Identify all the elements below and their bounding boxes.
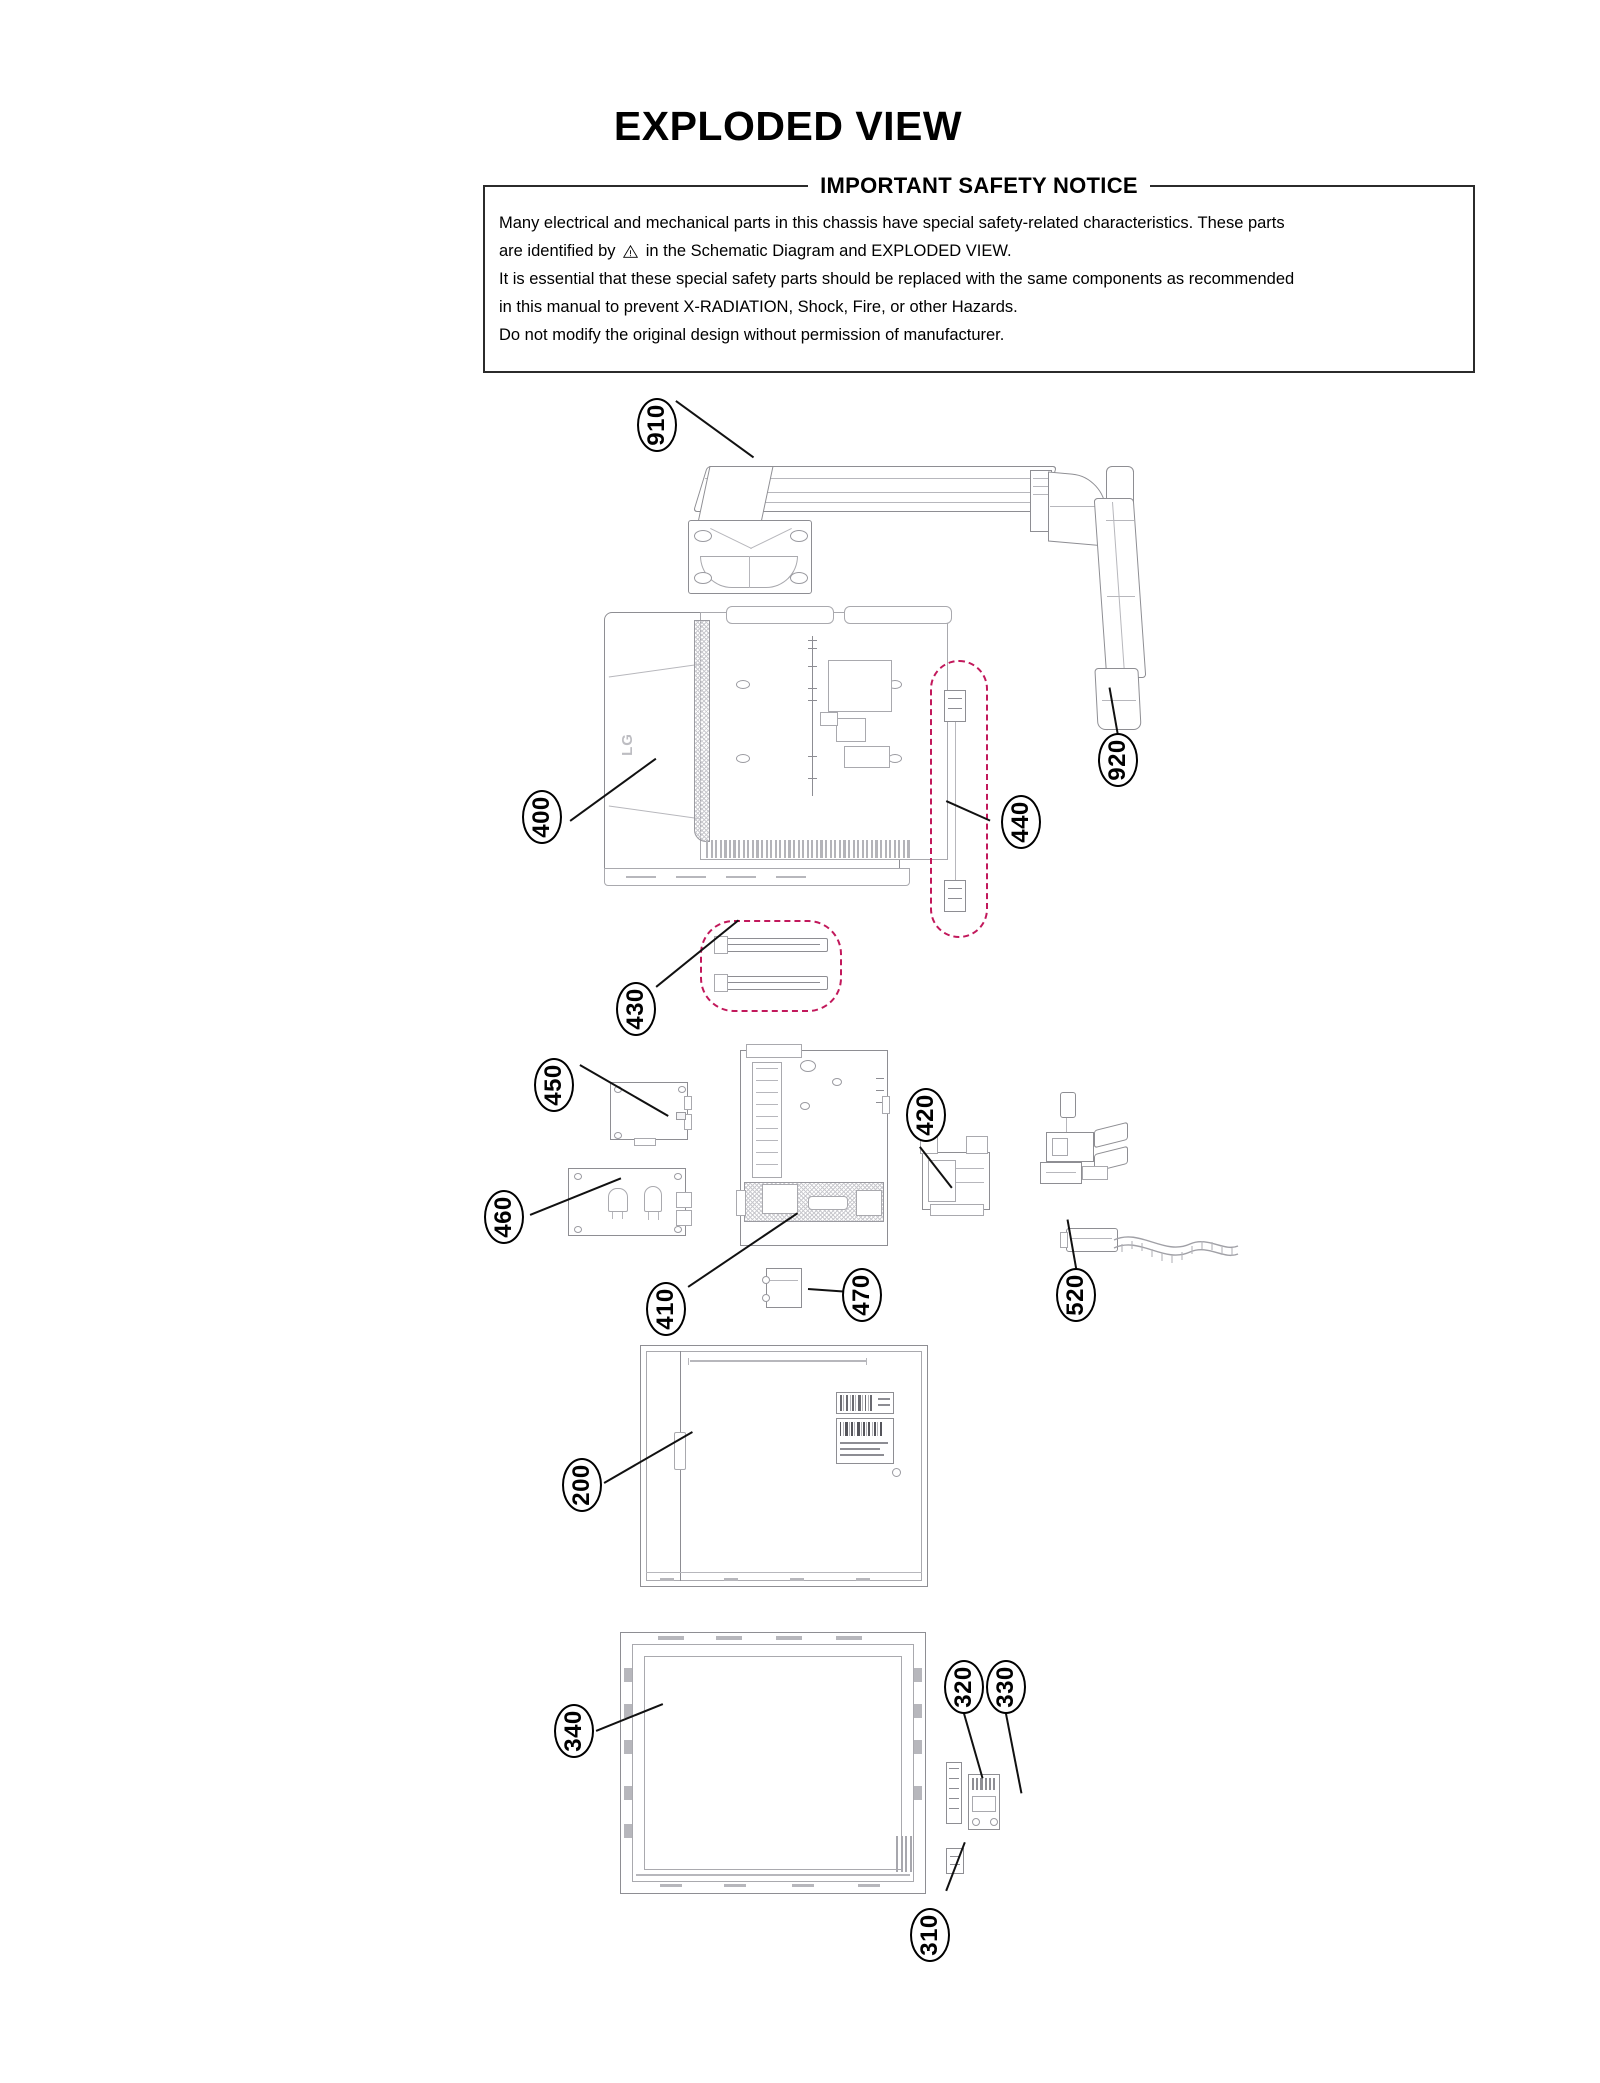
callout-balloon-520[interactable] <box>1056 1268 1096 1322</box>
safety-line-5: in this manual to prevent X-RADIATION, Shock, Fire, or other Hazards. <box>499 298 1018 316</box>
callout-label-310: 310 <box>916 1914 944 1956</box>
callout-balloon-400[interactable] <box>522 790 562 844</box>
callout-label-400: 400 <box>528 796 556 838</box>
callout-balloon-320[interactable] <box>944 1660 984 1714</box>
callout-balloon-450[interactable] <box>534 1058 574 1112</box>
callout-label-910: 910 <box>643 404 671 446</box>
callout-balloon-420[interactable] <box>906 1088 946 1142</box>
callout-label-200: 200 <box>568 1464 596 1506</box>
lg-logo: LG <box>618 733 636 756</box>
callout-label-320: 320 <box>950 1666 978 1708</box>
safety-line-6: Do not modify the original design without permission of manufacturer. <box>499 326 1005 344</box>
page-title-text: EXPLODED VIEW <box>613 103 963 149</box>
callout-label-520: 520 <box>1062 1274 1090 1316</box>
callout-balloon-310[interactable] <box>910 1908 950 1962</box>
callout-label-440: 440 <box>1007 801 1035 843</box>
callout-label-420: 420 <box>912 1094 940 1136</box>
safety-line-1: Many electrical and mechanical parts in this chassis have special safety-related characteristics. These parts <box>499 214 1285 232</box>
callout-label-340: 340 <box>560 1710 588 1752</box>
callout-balloon-340[interactable] <box>554 1704 594 1758</box>
callout-balloon-330[interactable] <box>986 1660 1026 1714</box>
safety-notice-legend-label: IMPORTANT SAFETY NOTICE <box>808 173 1150 199</box>
callout-balloon-470[interactable] <box>842 1268 882 1322</box>
callout-balloon-920[interactable] <box>1098 733 1138 787</box>
callout-label-470: 470 <box>848 1274 876 1316</box>
safety-line-4: It is essential that these special safety parts should be replaced with the same components as recommended <box>499 270 1295 288</box>
safety-line-3: in the Schematic Diagram and EXPLODED VIEW. <box>645 242 1012 260</box>
callout-balloon-200[interactable] <box>562 1458 602 1512</box>
callout-label-460: 460 <box>490 1196 518 1238</box>
callout-label-450: 450 <box>540 1064 568 1106</box>
callout-balloon-910[interactable] <box>637 398 677 452</box>
callout-balloon-430[interactable] <box>616 982 656 1036</box>
callout-balloon-460[interactable] <box>484 1190 524 1244</box>
callout-label-920: 920 <box>1104 739 1132 781</box>
callout-label-410: 410 <box>652 1288 680 1330</box>
callout-label-330: 330 <box>992 1666 1020 1708</box>
callout-balloon-440[interactable] <box>1001 795 1041 849</box>
safety-line-2: are identified by <box>499 242 616 260</box>
callout-label-430: 430 <box>622 988 650 1030</box>
callout-balloon-410[interactable] <box>646 1282 686 1336</box>
